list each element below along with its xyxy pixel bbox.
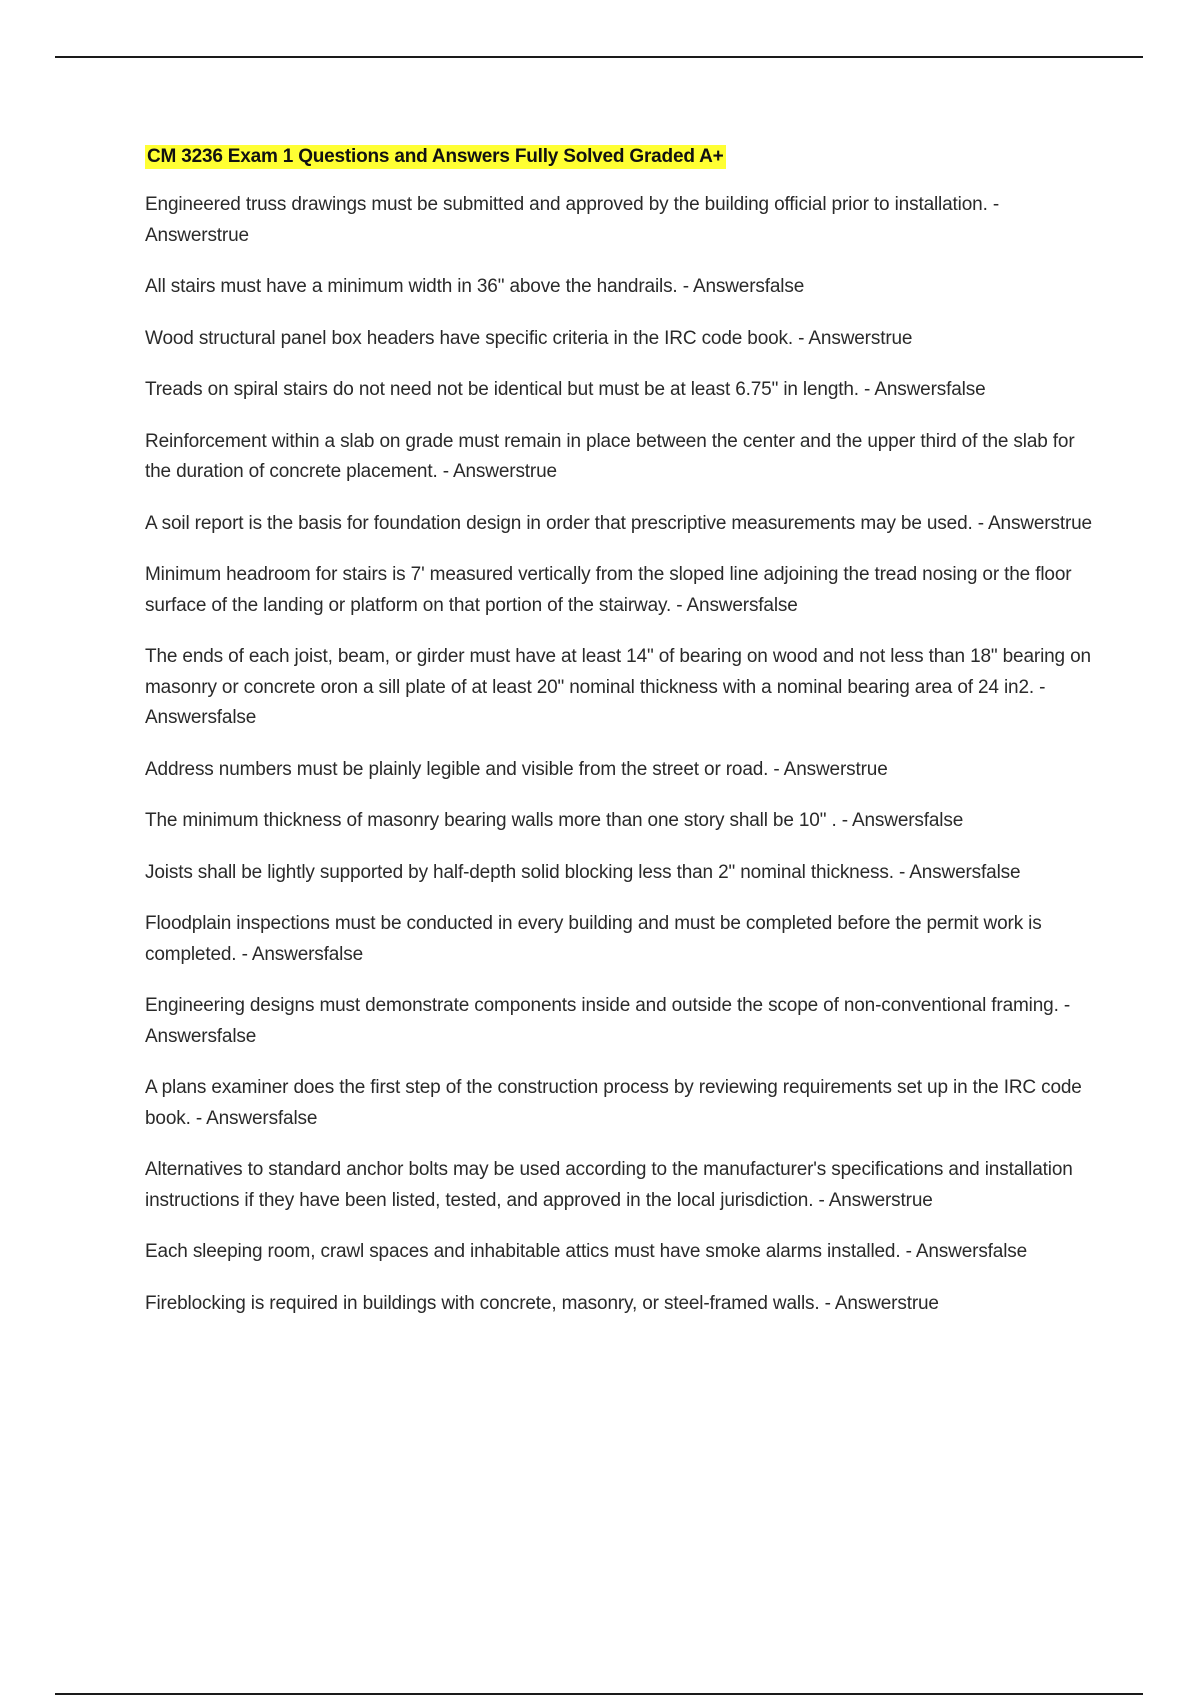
- question-answer-8: The ends of each joist, beam, or girder must have at least 14" of bearing on wood and not less than 18" bearing on masonry or concrete oron a sill plate of at least 20" nominal thickness with a nominal bearing area of 24 in2. - Answersfalse: [145, 646, 1091, 728]
- question-answer-5: Reinforcement within a slab on grade must remain in place between the center and the upper third of the slab for the duration of concrete placement. - Answerstrue: [145, 430, 1075, 482]
- question-answer-11: Joists shall be lightly supported by half-depth solid blocking less than 2" nominal thickness. - Answersfalse: [145, 861, 1021, 883]
- header-rule: [55, 56, 1143, 58]
- question-answer-10: The minimum thickness of masonry bearing walls more than one story shall be 10" . - Answersfalse: [145, 810, 964, 831]
- footer-rule: [55, 1693, 1143, 1695]
- question-answer-6: A soil report is the basis for foundation design in order that prescriptive measurements may be used. - Answerstrue: [145, 512, 1092, 534]
- question-answer-7: Minimum headroom for stairs is 7' measured vertically from the sloped line adjoining the tread nosing or the floor surface of the landing or platform on that portion of the stairway. - Answersfalse: [145, 564, 1072, 616]
- question-answer-16: Each sleeping room, crawl spaces and inhabitable attics must have smoke alarms installed. - Answersfalse: [145, 1241, 1028, 1262]
- question-answer-15: Alternatives to standard anchor bolts may be used according to the manufacturer's specifications and installation instructions if they have been listed, tested, and approved in the local jurisdiction. - Answerstrue: [145, 1159, 1073, 1211]
- question-answer-9: Address numbers must be plainly legible and visible from the street or road. - Answerstrue: [145, 758, 888, 780]
- question-answer-2: All stairs must have a minimum width in 36" above the handrails. - Answersfalse: [145, 276, 805, 297]
- document-title: CM 3236 Exam 1 Questions and Answers Fully Solved Graded A+: [147, 146, 724, 167]
- question-answer-4: Treads on spiral stairs do not need not be identical but must be at least 6.75" in length. - Answersfalse: [145, 379, 986, 400]
- question-answer-3: Wood structural panel box headers have specific criteria in the IRC code book. - Answerstrue: [145, 327, 913, 349]
- question-answer-12: Floodplain inspections must be conducted in every building and must be completed before the permit work is completed. - Answersfalse: [145, 913, 1042, 965]
- question-answer-14: A plans examiner does the first step of the construction process by reviewing requirements set up in the IRC code book. - Answersfalse: [145, 1077, 1082, 1129]
- question-answer-1: Engineered truss drawings must be submitted and approved by the building official prior to installation. - Answerstrue: [145, 194, 1000, 246]
- question-answer-17: Fireblocking is required in buildings with concrete, masonry, or steel-framed walls. - Answerstrue: [145, 1292, 939, 1314]
- question-answer-13: Engineering designs must demonstrate components inside and outside the scope of non-conventional framing. - Answersfalse: [145, 995, 1071, 1047]
- document-body: [145, 145, 1095, 1340]
